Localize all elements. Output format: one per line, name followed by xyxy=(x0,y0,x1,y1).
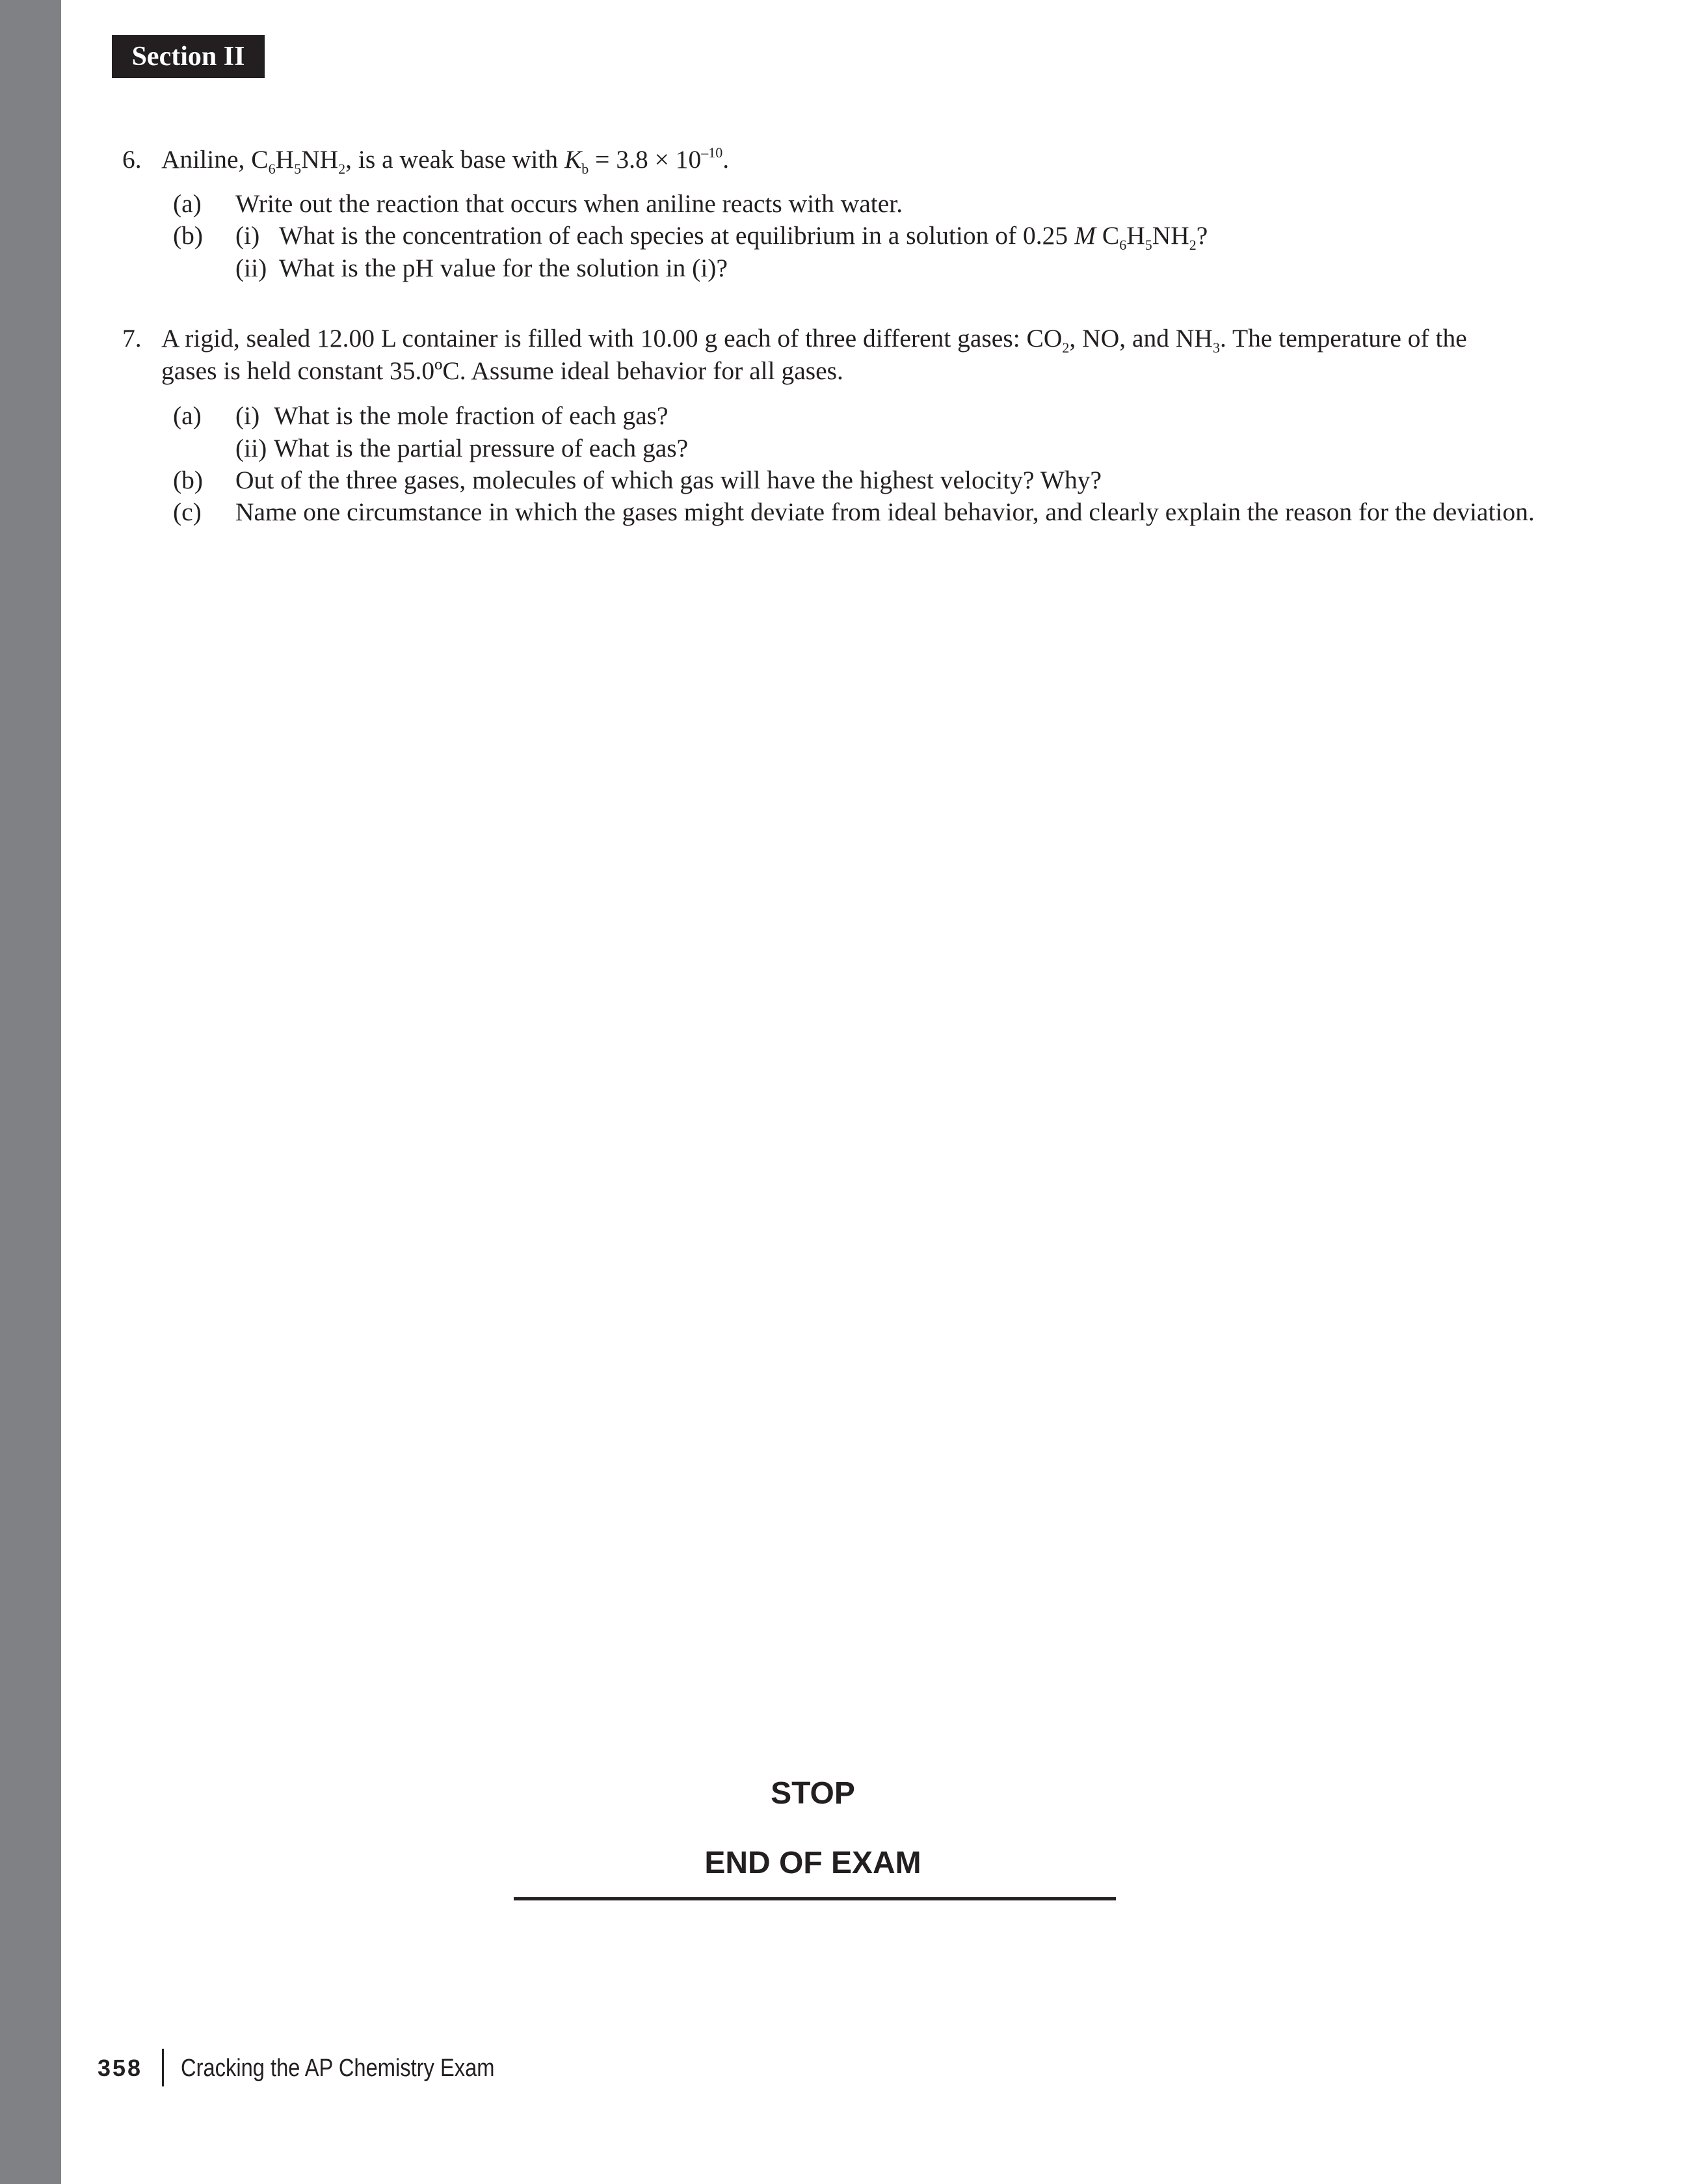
question-number: 6. xyxy=(122,145,142,174)
stop-heading: STOP xyxy=(771,1776,855,1811)
part-text: Out of the three gases, molecules of which gas will have the highest velocity? Why? xyxy=(235,466,1102,494)
part-text-ii: (ii) What is the pH value for the solution in (i)? xyxy=(235,254,728,282)
part-text-i: (i) What is the mole fraction of each gas? xyxy=(235,401,668,430)
question-7-part-a xyxy=(173,399,1539,464)
question-7 xyxy=(122,322,1520,387)
question-text: A rigid, sealed 12.00 L container is filled with 10.00 g each of three different gases: $CO_2$, NO, and $NH_3$. The temperature of the gases is held constant 35.0ºC. Assume ideal behavior for all gases. xyxy=(161,324,1467,385)
question-6-part-a xyxy=(173,187,1539,220)
section-tab: Section II xyxy=(112,35,265,78)
end-rule xyxy=(514,1897,1116,1900)
footer-separator xyxy=(162,2049,164,2086)
page-number: 358 xyxy=(98,2055,143,2081)
part-label: (c) xyxy=(173,498,202,526)
part-text-i: (i) What is the concentration of each species at equilibrium in a solution of 0.25 M $C_6H_5NH_2$? xyxy=(235,221,1208,253)
book-title: Cracking the AP Chemistry Exam xyxy=(181,2055,495,2082)
part-label: (a) xyxy=(173,189,202,218)
part-text: Write out the reaction that occurs when aniline reacts with water. xyxy=(235,189,903,218)
question-6-part-b xyxy=(173,219,1539,284)
end-of-exam-heading: END OF EXAM xyxy=(704,1846,921,1880)
part-label: (a) xyxy=(173,401,202,430)
part-label: (b) xyxy=(173,221,204,250)
question-7-part-c xyxy=(173,496,1539,561)
question-text: Aniline, $C_6H_5NH_2$, is a weak base with $K_b = 3.8 \times 10^{-10}$. xyxy=(161,144,730,177)
part-label: (b) xyxy=(173,466,204,494)
part-text-ii: (ii) What is the partial pressure of each gas? xyxy=(235,434,689,462)
question-number: 7. xyxy=(122,324,142,353)
part-text: Name one circumstance in which the gases might deviate from ideal behavior, and clearly explain the reason for the deviation. xyxy=(235,498,1535,526)
question-7-part-b xyxy=(173,464,1539,496)
side-margin-bar xyxy=(0,0,61,2184)
question-6 xyxy=(122,143,1520,176)
